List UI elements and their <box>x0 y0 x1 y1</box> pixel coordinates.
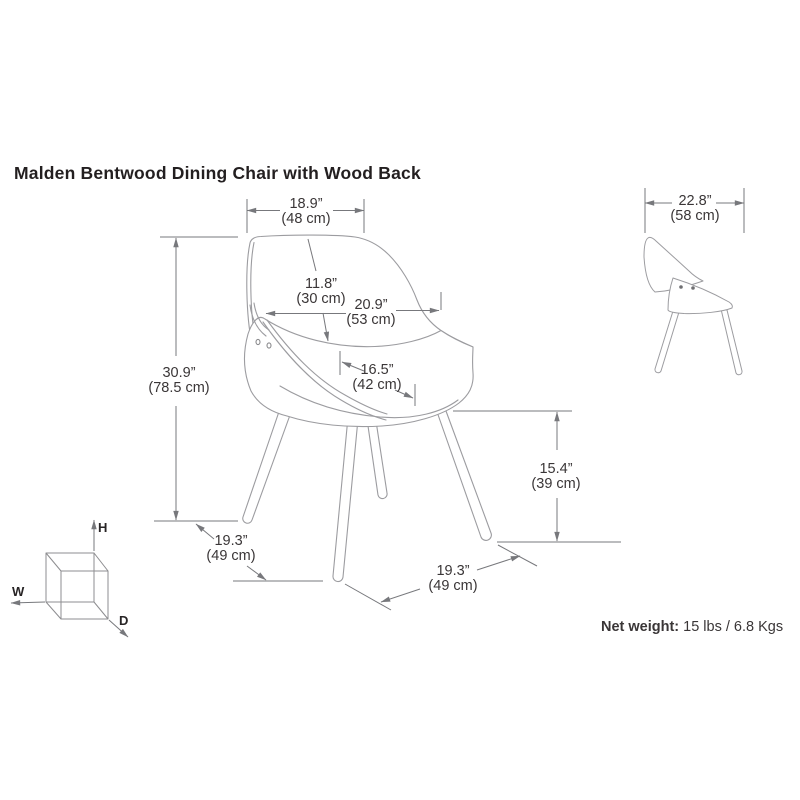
front-view-chair-drawing <box>243 235 492 581</box>
dimension-cm: (48 cm) <box>281 211 331 227</box>
dimension-seat-width <box>346 298 395 328</box>
dimension-axes-cube <box>11 520 128 637</box>
cube-connector-edges <box>46 553 108 619</box>
side-chair-seat <box>668 278 732 314</box>
side-chair-leg <box>721 309 742 375</box>
net-weight <box>601 619 783 635</box>
dimension-back-width <box>281 197 330 227</box>
dimension-cm: (53 cm) <box>346 312 396 328</box>
net-weight-label: Net weight: <box>601 619 680 635</box>
side-chair-leg <box>655 311 679 373</box>
dimension-seat-depth <box>352 363 401 393</box>
dimension-cm: (30 cm) <box>296 291 346 307</box>
axis-label-depth: D <box>119 613 129 628</box>
chair-leg <box>333 417 358 582</box>
dimension-inches: 19.3” <box>214 533 248 549</box>
chair-leg <box>436 409 491 540</box>
dimension-overall-height <box>148 366 209 396</box>
dimension-inches: 22.8” <box>678 193 712 209</box>
screw-dot <box>679 285 683 289</box>
dimension-footprint-depth <box>206 534 255 564</box>
dimension-inches: 16.5” <box>360 362 394 378</box>
screw-cap <box>256 339 260 344</box>
width-axis-arrow <box>11 602 45 603</box>
dimension-cm: (39 cm) <box>531 476 581 492</box>
screw-cap <box>267 343 271 348</box>
cube-front-face <box>61 571 108 619</box>
dimension-inches: 11.8” <box>305 276 337 292</box>
screw-dot <box>691 286 695 290</box>
chair-leg <box>367 419 387 499</box>
dimension-inches: 18.9” <box>289 196 323 212</box>
dimension-inches: 20.9” <box>354 297 388 313</box>
dimension-seat-height <box>531 462 580 492</box>
dimension-overall-depth <box>670 194 719 224</box>
net-weight-value: 15 lbs / 6.8 Kgs <box>683 619 784 635</box>
page-title: Malden Bentwood Dining Chair with Wood Back <box>14 163 421 183</box>
dimension-inches: 19.3” <box>436 563 470 579</box>
dimension-cm: (58 cm) <box>670 208 720 224</box>
dimension-inches: 30.9” <box>162 365 196 381</box>
dimension-back-height <box>296 277 345 307</box>
dimension-cm: (49 cm) <box>206 548 256 564</box>
dimension-footprint-width <box>428 564 477 594</box>
axis-label-width: W <box>12 584 25 599</box>
cube-back-face <box>46 553 94 602</box>
dimension-inches: 15.4” <box>539 461 573 477</box>
axis-label-height: H <box>98 520 108 535</box>
dimension-cm: (49 cm) <box>428 578 478 594</box>
dimension-cm: (42 cm) <box>352 377 402 393</box>
side-view-chair-drawing <box>644 237 742 374</box>
dimension-cm: (78.5 cm) <box>148 380 210 396</box>
